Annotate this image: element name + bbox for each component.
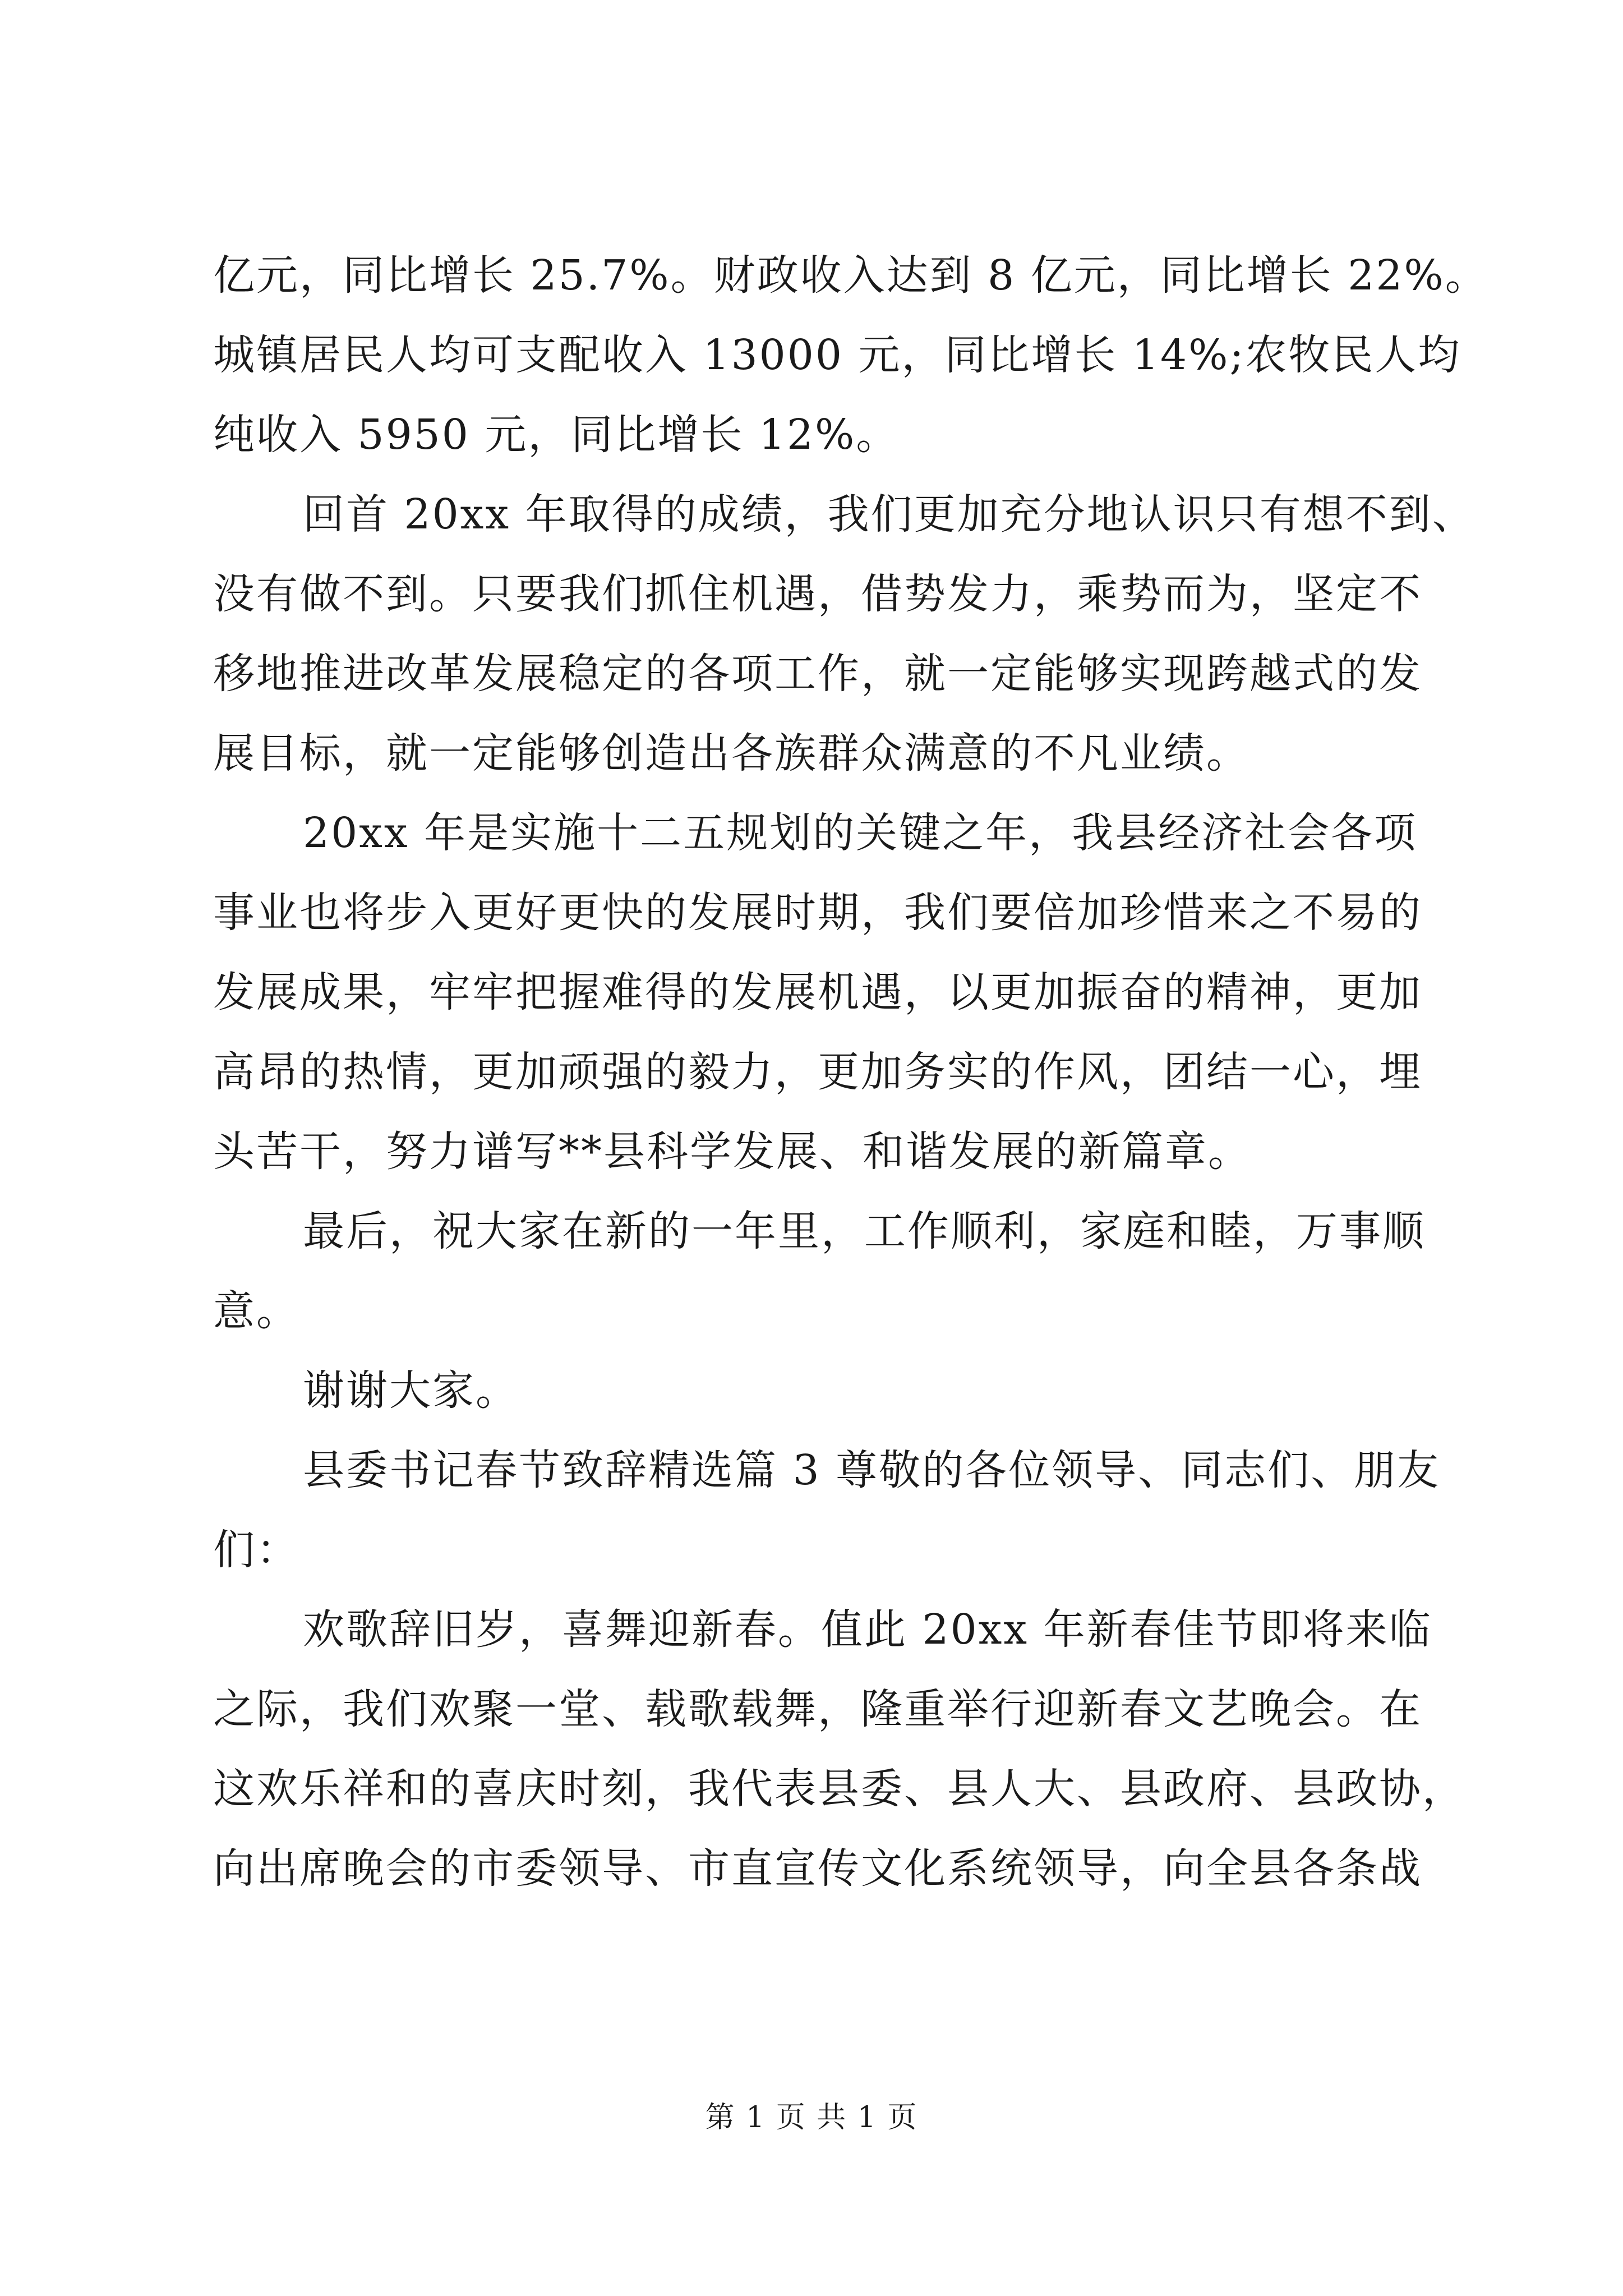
text-line: 展目标，就一定能够创造出各族群众满意的不凡业绩。 (213, 729, 1249, 777)
text-line: 向出席晚会的市委领导、市直宣传文化系统领导，向全县各条战 (213, 1844, 1422, 1893)
text-line: 回首 20xx 年取得的成绩，我们更加充分地认识只有想不到、 (303, 490, 1476, 539)
text-line: 亿元，同比增长 25.7%。财政收入达到 8 亿元，同比增长 22%。 (213, 251, 1488, 300)
text-line: 谢谢大家。 (303, 1366, 519, 1415)
page-footer (0, 2098, 1623, 2137)
paragraph (213, 1430, 1441, 1590)
paragraph (213, 1191, 1426, 1351)
text-line: 欢歌辞旧岁，喜舞迎新春。值此 20xx 年新春佳节即将来临 (303, 1605, 1432, 1654)
text-line: 20xx 年是实施十二五规划的关键之年，我县经济社会各项 (303, 809, 1418, 857)
text-line: 县委书记春节致辞精选篇 3 尊敬的各位领导、同志们、朋友 (303, 1446, 1441, 1494)
paragraph (213, 475, 1476, 793)
text-line: 最后，祝大家在新的一年里，工作顺利，家庭和睦，万事顺 (303, 1207, 1426, 1255)
document-body (213, 236, 1488, 1908)
text-line: 之际，我们欢聚一堂、载歌载舞，隆重举行迎新春文艺晚会。在 (213, 1685, 1422, 1733)
text-line: 城镇居民人均可支配收入 13000 元，同比增长 14%;农牧民人均 (213, 331, 1461, 379)
text-line: 高昂的热情，更加顽强的毅力，更加务实的作风，团结一心，埋 (213, 1048, 1422, 1096)
paragraph (213, 1590, 1465, 1908)
page-number-label: 第 1 页 共 1 页 (705, 2101, 918, 2134)
text-line: 头苦干，努力谱写**县科学发展、和谐发展的新篇章。 (213, 1128, 1251, 1176)
text-line: 事业也将步入更好更快的发展时期，我们要倍加珍惜来之不易的 (213, 889, 1422, 937)
text-line: 意。 (213, 1287, 299, 1335)
text-line: 这欢乐祥和的喜庆时刻，我代表县委、县人大、县政府、县政协， (213, 1765, 1465, 1813)
text-line: 纯收入 5950 元，同比增长 12%。 (213, 411, 900, 459)
paragraph (213, 236, 1488, 475)
text-line: 发展成果，牢牢把握难得的发展机遇，以更加振奋的精神，更加 (213, 968, 1422, 1016)
text-line: 移地推进改革发展稳定的各项工作，就一定能够实现跨越式的发 (213, 650, 1422, 698)
paragraph (213, 1351, 1413, 1430)
text-line: 们： (213, 1526, 299, 1574)
text-line: 没有做不到。只要我们抓住机遇，借势发力，乘势而为，坚定不 (213, 570, 1422, 618)
paragraph (213, 793, 1422, 1191)
